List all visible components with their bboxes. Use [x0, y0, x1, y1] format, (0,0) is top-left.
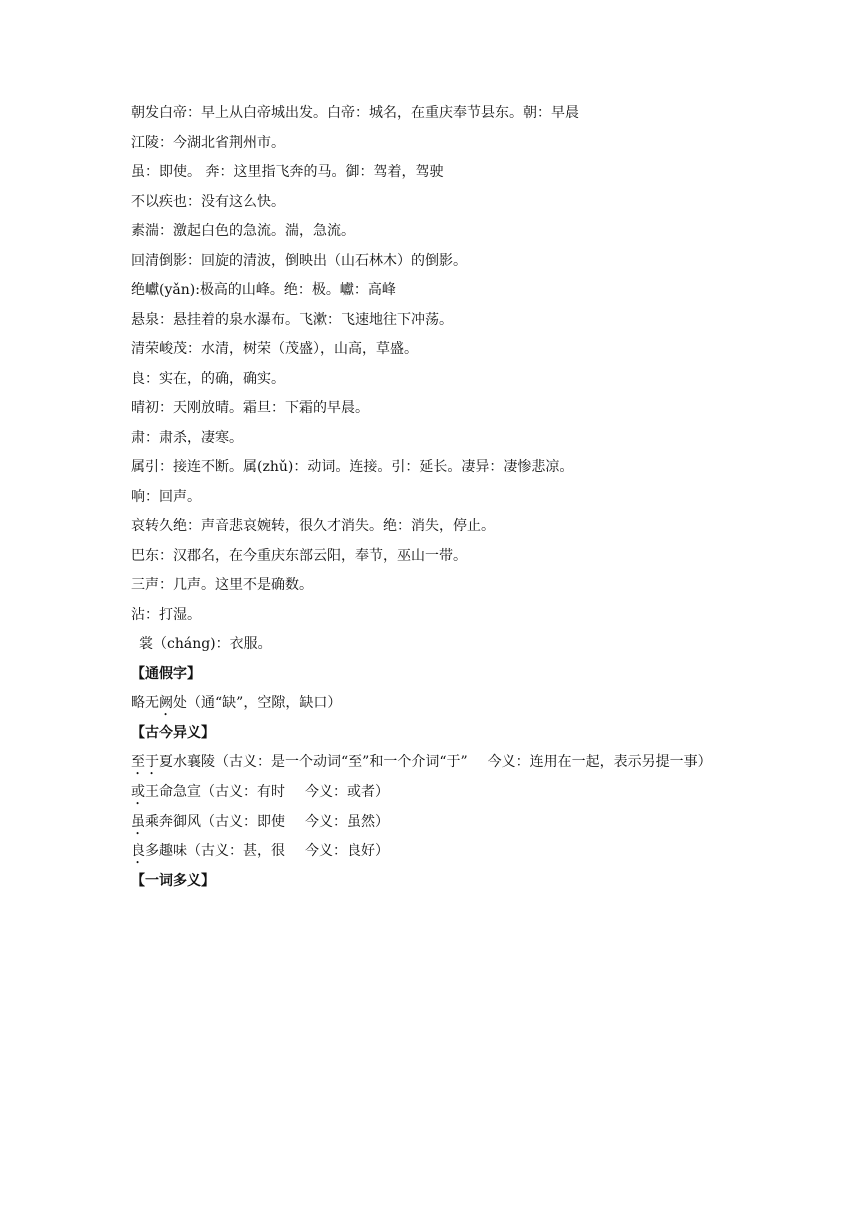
item-text: 夏水襄陵（古义：是一个动词“至”和一个介词“于” [159, 754, 468, 770]
emphasized-char: 阙 [159, 695, 173, 711]
note-line: 回清倒影：回旋的清波，倒映出（山石林木）的倒影。 [131, 252, 467, 269]
note-line: 江陵：今湖北省荆州市。 [131, 134, 285, 151]
note-line: 响：回声。 [131, 488, 201, 505]
emphasized-word: 至于 [131, 754, 159, 770]
gujin-item [131, 778, 741, 808]
item-text: 乘奔御风（古义：即使 [145, 813, 285, 830]
gujin-item [131, 808, 741, 838]
note-line: 巴东：汉郡名，在今重庆东部云阳，奉节，巫山一带。 [131, 547, 467, 564]
note-line: 虽：即使。 奔：这里指飞奔的马。御：驾着，驾驶 [131, 164, 444, 180]
note-line: 肃：肃杀，凄寒。 [131, 429, 243, 446]
note-line: 悬泉：悬挂着的泉水瀑布。飞漱：飞速地往下冲荡。 [131, 311, 453, 328]
note-line: 属引：接连不断。属(zhǔ)：动词。连接。引：延长。凄异：凄惨悲凉。 [131, 459, 574, 475]
note-line: 绝巘(yǎn):极高的山峰。绝：极。巘：高峰 [131, 282, 396, 298]
note-line: 良：实在，的确，确实。 [131, 370, 285, 387]
document-body [131, 99, 741, 896]
note-line: 三声：几声。这里不是确数。 [131, 577, 313, 593]
section-heading-yici: 【一词多义】 [131, 872, 215, 889]
note-line: 清荣峻茂：水清，树荣（茂盛），山高，草盛。 [131, 341, 418, 357]
gujin-item [131, 837, 741, 867]
item-modern: 今义：连用在一起，表示另提一事） [487, 754, 712, 770]
note-line: 裳（cháng)：衣服。 [139, 636, 272, 652]
note-line: 沾：打湿。 [131, 606, 201, 623]
emphasized-word: 或 [131, 784, 145, 800]
item-modern: 今义：或者） [305, 784, 389, 800]
emphasized-word: 虽 [131, 813, 145, 830]
section-heading-tongjiazi: 【通假字】 [131, 665, 201, 682]
note-line: 哀转久绝：声音悲哀婉转，很久才消失。绝：消失，停止。 [131, 518, 495, 534]
note-line: 晴初：天刚放晴。霜旦：下霜的早晨。 [131, 400, 369, 416]
item-text: 王命急宣（古义：有时 [145, 784, 285, 800]
section-heading-gujin: 【古今异义】 [131, 724, 215, 741]
item-modern: 今义：虽然） [305, 813, 389, 830]
note-line: 不以疾也：没有这么快。 [131, 193, 285, 210]
note-line: 素湍：激起白色的急流。湍，急流。 [131, 223, 355, 239]
emphasized-word: 良 [131, 843, 145, 859]
item-text: 多趣味（古义：甚，很 [145, 843, 285, 859]
gujin-item [131, 748, 741, 778]
item-text: 略无 [131, 695, 159, 711]
note-line: 朝发白帝：早上从白帝城出发。白帝：城名，在重庆奉节县东。朝：早晨 [131, 105, 579, 121]
item-modern: 今义：良好） [305, 843, 389, 859]
tongjiazi-item [131, 689, 741, 719]
item-text: 处（通“缺”，空隙，缺口） [173, 695, 342, 711]
